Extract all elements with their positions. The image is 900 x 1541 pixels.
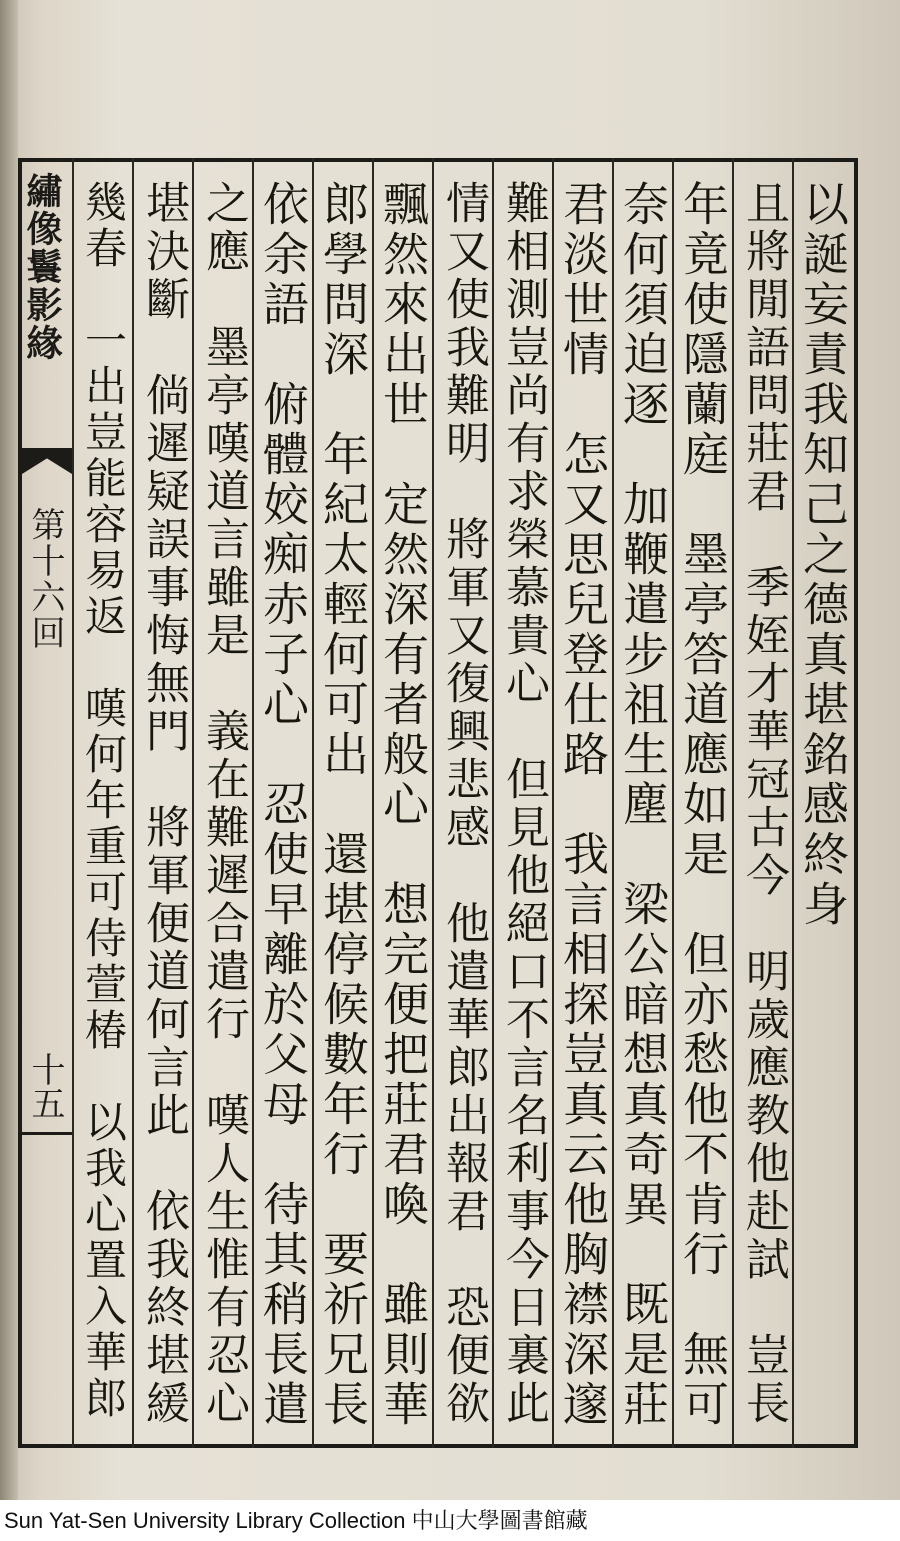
banxin-margin xyxy=(22,162,72,1444)
text-column-10: 依余語 俯體姣痴赤子心 忍使早離於父母 待其稍長遣 xyxy=(256,180,310,1430)
text-column-7: 情又使我難明 將軍又復興悲感 他遣華郎出報君 恐便欲 xyxy=(438,180,489,1428)
banxin-foot-rule xyxy=(22,1132,72,1135)
text-column-11: 之應 墨亭嘆道言雖是 義在難遲合遣行 嘆人生惟有忍心 xyxy=(198,180,249,1428)
chapter-label: 第十六回 xyxy=(25,507,65,651)
text-column-6: 難相測豈尚有求榮慕貴心 但見他絕口不言名利事今日裏此 xyxy=(498,180,549,1428)
text-column-12: 堪決斷 倘遲疑誤事悔無門 將軍便道何言此 依我終堪緩 xyxy=(138,180,189,1428)
text-column-2: 且將閒語問莊君 季姪才華冠古今 明歲應教他赴試 豈長 xyxy=(738,180,789,1428)
text-column-5: 君淡世情 怎又思兒登仕路 我言相探豈真云他胸襟深邃 xyxy=(556,180,610,1430)
library-credit: Sun Yat-Sen University Library Collection 中山大學圖書館藏 xyxy=(4,1508,588,1533)
text-column-9: 郎學問深 年紀太輕何可出 還堪停候數年行 要祈兄長 xyxy=(316,180,370,1430)
binding-gutter xyxy=(0,0,18,1500)
text-column-13: 幾春 一出豈能容易返 嘆何年重可侍萱椿 以我心置入華郎 xyxy=(79,180,128,1422)
text-column-1: 以誕妄責我知己之德真堪銘感終身 xyxy=(796,180,850,930)
text-column-8: 飄然來出世 定然深有者般心 想完便把莊君喚 雖則華 xyxy=(376,180,430,1430)
text-column-3: 年竟使隱蘭庭 墨亭答道應如是 但亦愁他不肯行 無可 xyxy=(676,180,730,1430)
fishtail-mark xyxy=(22,448,72,474)
text-column-4: 奈何須迫逐 加鞭遣步祖生塵 梁公暗想真奇異 既是莊 xyxy=(616,180,670,1430)
page-number: 十五 xyxy=(25,1052,65,1120)
book-title: 繡像鬟影緣 xyxy=(21,172,63,362)
